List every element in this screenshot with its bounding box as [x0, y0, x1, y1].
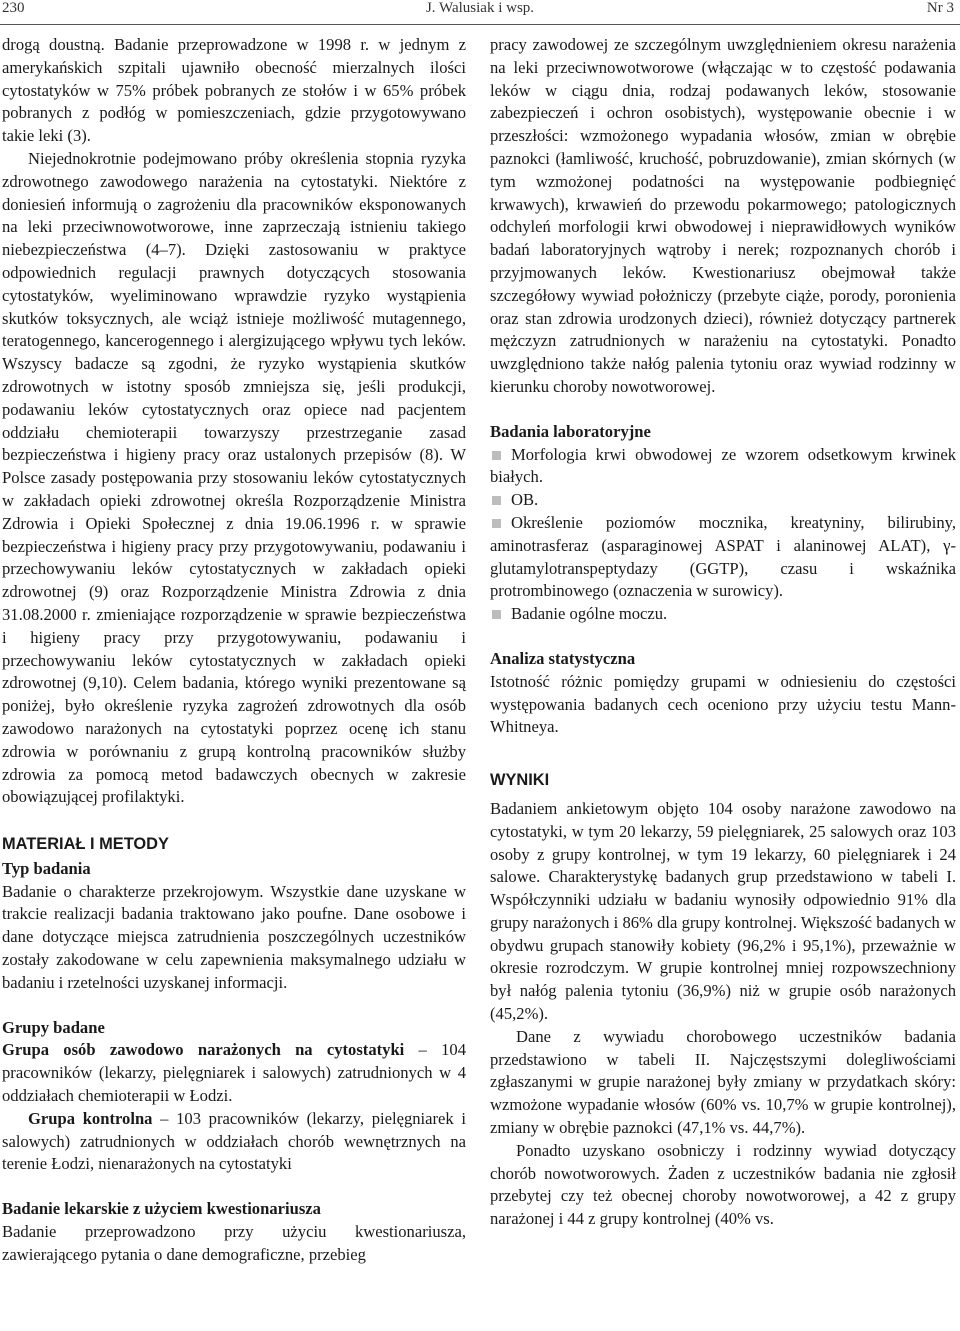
group-control	[2, 1108, 466, 1176]
subheading-study-groups: Grupy badane	[2, 1017, 105, 1037]
paragraph: pracy zawodowej ze szczególnym uwzględnieniem okresu narażenia na leki przeciwnowotworowe (włączając w to częstość podawania leków w ciągu dnia, rodzaj podawanych leków, stosowanie zabezpieczeń i ochron osobistych), występowanie obecnie i w przeszłości: wzmożonego wypadania włosów, zmian w obrębie paznokci (łamliwość, kruchość, pobruzdowanie), zmian skórnych (w tym wzmożonej podatności na występowanie podbiegnięć krwawych), krwawień do przewodu pokarmowego; patologicznych odchyleń morfologii krwi obwodowej i nieprawidłowych wyników badań laboratoryjnych wątroby i nerek; rozpoznanych chorób i przyjmowanych leków. Kwestionariusz obejmował także szczegółowy wywiad położniczy (przebyte ciąże, porody, poronienia oraz stan zdrowia urodzonych dzieci), również dotyczący partnerek mężczyzn zatrudnionych w narażeniu na cytostatyki. Ponadto uwzględniono także nałóg palenia tytoniu oraz wywiad rodzinny w kierunku choroby nowotworowej.	[490, 35, 956, 396]
paragraph: Istotność różnic pomiędzy grupami w odniesieniu do częstości występowania badanych cech oceniono przy użyciu testu Mann-Whitneya.	[490, 671, 956, 737]
list-item: Morfologia krwi obwodowej ze wzorem odsetkowym krwinek białych.	[490, 444, 956, 487]
left-column	[2, 34, 466, 1267]
square-bullet-icon	[492, 610, 501, 619]
right-column	[490, 34, 956, 1231]
page-number: 230	[2, 0, 25, 16]
paragraph: Badanie przeprowadzono przy użyciu kwestionariusza, zawierającego pytania o dane demograficzne, przebieg	[2, 1222, 466, 1264]
section-heading-methods: MATERIAŁ I METODY	[2, 835, 169, 854]
paragraph: Dane z wywiadu chorobowego uczestników badania przedstawiono w tabeli II. Najczęstszymi dolegliwościami zgłaszanymi w grupie narażonej były zmiany w przydatkach skóry: wzmożone wypadanie włosów (60% vs. 10,7% w grupie kontrolnej), zmiany w obrębie paznokci (47,1% vs. 44,7%).	[490, 1026, 956, 1138]
paragraph: Ponadto uzyskano osobniczy i rodzinny wywiad dotyczący chorób nowotworowych. Żaden z uczestników badania nie zgłosił przebytej czy też obecnej choroby nowotworowej, a 42 z grupy narażonej i 44 z grupy kontrolnej (40% vs.	[490, 1140, 956, 1229]
group-exposed	[2, 1039, 466, 1107]
square-bullet-icon	[492, 451, 501, 460]
subheading-statistics: Analiza statystyczna	[490, 648, 636, 668]
list-item: Określenie poziomów mocznika, kreatyniny, bilirubiny, aminotrasferaz (asparaginowej ASPAT i alaninowej ALAT), γ-glutamylotranspeptydazy (GGTP), czasu i wskaźnika protrombinowego (oznaczenia w surowicy).	[490, 512, 956, 601]
group-exposed-label: Grupa osób zawodowo narażonych na cytostatyki	[2, 1040, 405, 1060]
group-control-text: – 103 pracowników (lekarzy, pielęgniarek i salowych) zatrudnionych w oddziałach chorób wewnętrznych na terenie Łodzi, nienarażonych na cytostatyki	[2, 1108, 466, 1174]
issue-number: Nr 3	[926, 0, 954, 16]
paragraph: Niejednokrotnie podejmowano próby określenia stopnia ryzyka zdrowotnego zawodowego narażenia na cytostatyki. Niektóre z doniesień informują o zagrożeniu dla pracowników eksponowanych na leki przeciwnowotworowe, inne zaprzeczają istnieniu takiego niebezpieczeństwa (4–7). Dzięki zastosowaniu w praktyce odpowiednich regulacji prawnych dotyczących stosowania cytostatyków, wyeliminowano wprawdzie ryzyko wystąpienia skutków toksycznych, ale wciąż istnieje możliwość mutagennego, teratogennego, kancerogennego i alergizującego wpływu tych leków. Wszyscy badacze są zgodni, że ryzyko wystąpienia skutków zdrowotnych w istotny sposób zmniejsza się, jeśli produkcji, podawaniu leków cytostatycznych oraz opiece nad pacjentem oddziału chemioterapii towarzyszy przestrzeganie zasad bezpieczeństwa i higieny pracy oraz ustalonych przepisów (8). W Polsce zasady postępowania przy stosowaniu leków cytostatycznych w zakładach opieki zdrowotnej określa Rozporządzenie Ministra Zdrowia i Opieki Społecznej z dnia 19.06.1996 r. w sprawie bezpieczeństwa i higieny pracy przy przygotowywaniu, podawaniu i przechowywaniu leków cytostatycznych w zakładach opieki zdrowotnej (9) oraz Rozporządzenie Ministra Zdrowia z dnia 31.08.2000 r. zmieniające rozporządzenie w sprawie bezpieczeństwa i higieny pracy przy przygotowywaniu, podawaniu i przechowywaniu leków cytostatycznych w zakładach opieki zdrowotnej (9,10). Celem badania, którego wyniki prezentowane są poniżej, było określenie ryzyka zagrożeń zdrowotnych dla osób zawodowo narażonych na cytostatyki poprzez ocenę ich stanu zdrowia w porównaniu z grupą kontrolną pracowników służby zdrowia za pomocą metod badawczych obecnych w zakresie obowiązującej profilaktyki.	[2, 148, 466, 807]
subheading-lab-tests: Badania laboratoryjne	[490, 421, 651, 441]
list-item: Badanie ogólne moczu.	[490, 603, 956, 626]
subheading-questionnaire: Badanie lekarskie z użyciem kwestionariusza	[2, 1199, 321, 1219]
group-exposed-text: – 104 pracowników (lekarzy, pielęgniarek i salowych) zatrudnionych w 4 oddziałach chemioterapii w Łodzi.	[2, 1040, 467, 1106]
square-bullet-icon	[492, 519, 501, 528]
square-bullet-icon	[492, 496, 501, 505]
group-control-label: Grupa kontrolna	[28, 1108, 153, 1128]
list-item: OB.	[490, 489, 956, 512]
subheading-study-type: Typ badania	[2, 858, 91, 878]
section-heading-results: WYNIKI	[490, 771, 550, 790]
paragraph: drogą doustną. Badanie przeprowadzone w 1998 r. w jednym z amerykańskich szpitali ujawniło obecność mierzalnych ilości cytostatyków w 75% próbek pobranych ze stołów i w 65% próbek pobranych z podłóg w pomieszczeniach, gdzie przygotowywano takie leki (3).	[2, 35, 466, 146]
running-authors: J. Walusiak i wsp.	[425, 0, 535, 16]
paragraph: Badaniem ankietowym objęto 104 osoby narażone zawodowo na cytostatyki, w tym 20 lekarzy, 59 pielęgniarek, 25 salowych oraz 103 osoby z grupy kontrolnej, w tym 19 lekarzy, 60 pielęgniarek i 24 salowe. Charakterystykę badanych grup przedstawiono w tabeli I. Współczynniki udziału w badaniu wynosiły odpowiednio 91% dla grupy narażonych i 86% dla grupy kontrolnej. Większość badanych w obydwu grupach stanowiły kobiety (96,2% i 95,1%), przeważnie w okresie rozrodczym. W grupie kontrolnej mniej rozpowszechniony był nałóg palenia tytoniu (36,9%) niż w grupie osób narażonych (45,2%).	[490, 798, 956, 1024]
header-rule	[0, 24, 960, 25]
paragraph: Badanie o charakterze przekrojowym. Wszystkie dane uzyskane w trakcie realizacji badania traktowano jako poufne. Dane osobowe i dane dotyczące miejsca zatrudnienia poszczególnych uczestników zostały zakodowane w celu zapewnienia maksymalnego udziału w badaniu i rzetelności uzyskanej informacji.	[2, 881, 466, 992]
